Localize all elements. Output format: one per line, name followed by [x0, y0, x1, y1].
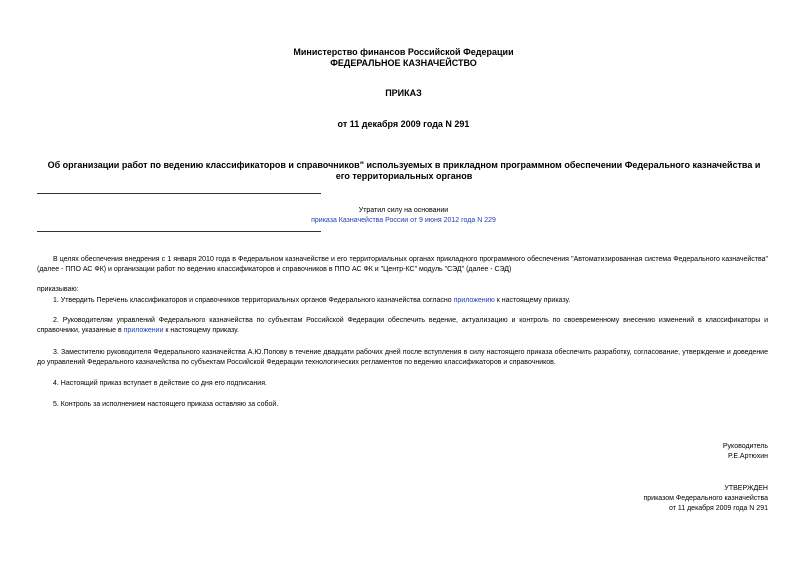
appendix-link-2[interactable]: приложении	[123, 327, 164, 334]
bottom-divider	[37, 231, 321, 232]
order-item-5: 5. Контроль за исполнением настоящего приказа оставляю за собой.	[53, 401, 279, 408]
order-item-1	[53, 296, 570, 306]
status-note-link-line	[200, 216, 607, 226]
approval-line-3: от 11 декабря 2009 года N 291	[668, 505, 768, 512]
repeal-order-link[interactable]: приказа Казначейства России от 9 июня 2012 года N 229	[311, 217, 496, 224]
approval-line-2: приказом Федерального казначейства	[643, 495, 768, 502]
document-type: ПРИКАЗ	[385, 88, 422, 98]
approval-title: УТВЕРЖДЕН	[724, 485, 768, 492]
signature-name: Р.Е.Артюхин	[728, 453, 768, 460]
preamble-paragraph: В целях обеспечения внедрения с 1 января 2010 года в Федеральном казначействе и его территориальных органах прикладного программного обеспечения "Автоматизированная система Федерального казначейства" (далее - ППО АС ФК) и организации работ по ведению классификаторов и справочников в ППО АС ФК и "Центр-КС" модуль "СЭД" (далее - СЭД)	[37, 256, 768, 273]
top-divider	[37, 193, 321, 194]
agency-name: ФЕДЕРАЛЬНОЕ КАЗНАЧЕЙСТВО	[330, 58, 477, 68]
order-item-2	[37, 316, 768, 336]
appendix-link-1[interactable]: приложению	[453, 297, 495, 304]
status-note-text: Утратил силу на основании	[358, 207, 449, 214]
document-title: Об организации работ по ведению классификаторов и справочников" используемых в прикладном программном обеспечении Федерального казначейства и его территориальных органов	[47, 160, 761, 181]
ministry-name: Министерство финансов Российской Федерации	[293, 47, 514, 57]
order-word: приказываю:	[37, 286, 79, 293]
signature-position: Руководитель	[722, 443, 768, 450]
order-item-4: 4. Настоящий приказ вступает в действие со дня его подписания.	[53, 380, 267, 387]
order-item-2-text-end: к настоящему приказу.	[163, 327, 239, 334]
order-item-1-text-start: 1. Утвердить Перечень классификаторов и справочников территориальных органов Федерального казначейства согласно	[53, 297, 454, 304]
order-item-3: 3. Заместителю руководителя Федерального казначейства А.Ю.Попову в течение двадцати рабочих дней после вступления в силу настоящего приказа обеспечить разработку, согласование, утверждение и доведение до управлений Федерального казначейства по субъектам Российской Федерации технологических регламентов по ведению классификаторов и справочников.	[37, 349, 768, 366]
order-item-1-text-end: к настоящему приказу.	[494, 297, 571, 304]
order-item-2-text-start: 2. Руководителям управлений Федерального казначейства по субъектам Российской Федерации обеспечить ведение, актуализацию и контроль по своевременному внесению изменений в классификаторы и справочники, указанные в	[37, 317, 768, 334]
document-date: от 11 декабря 2009 года N 291	[337, 119, 470, 129]
